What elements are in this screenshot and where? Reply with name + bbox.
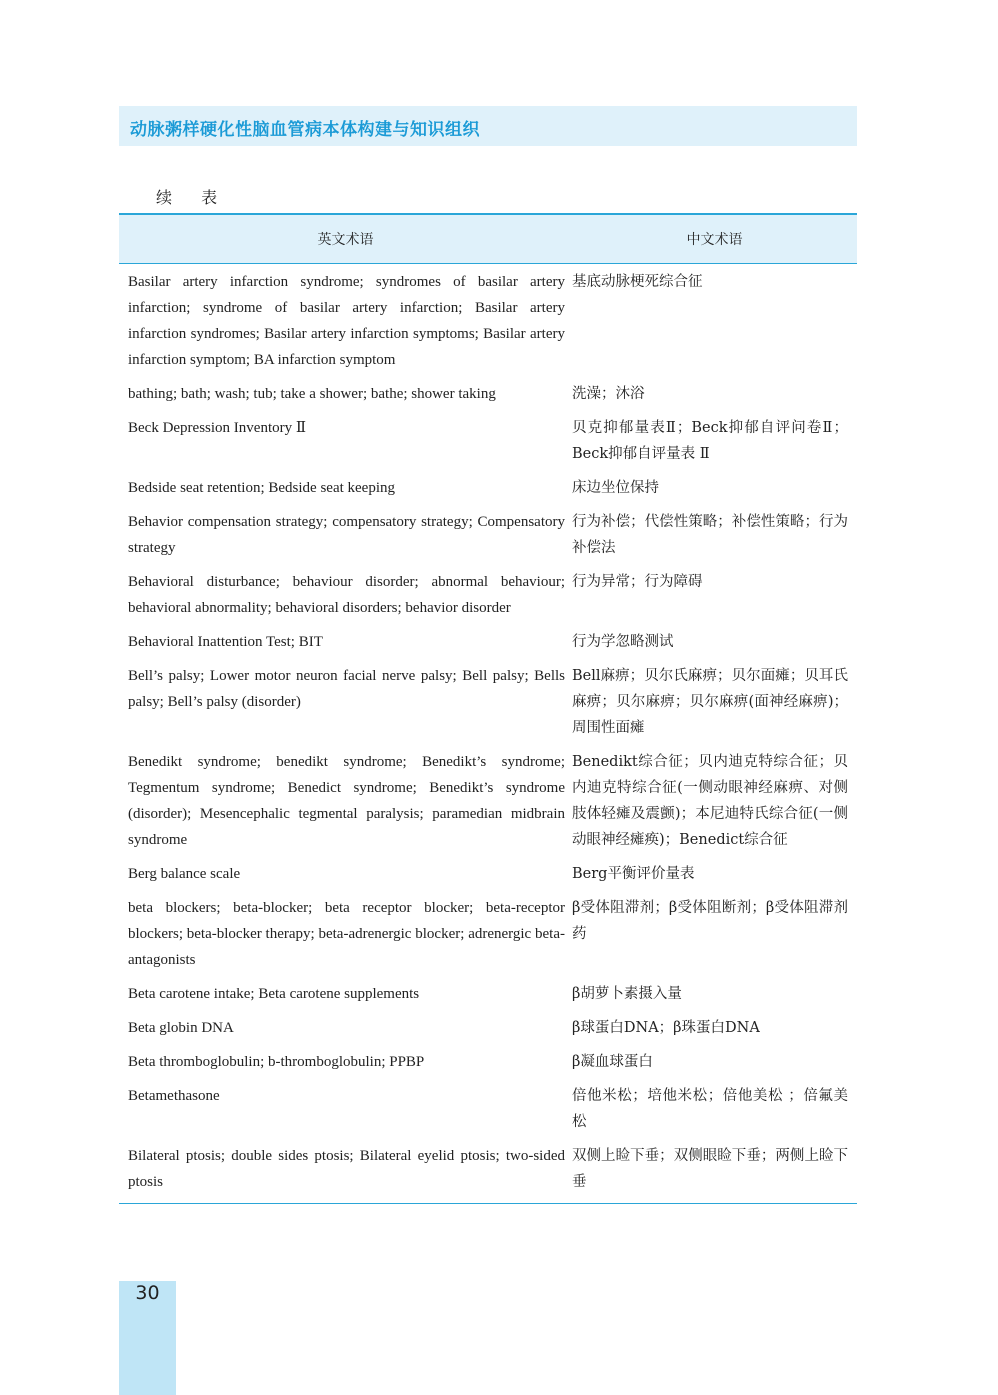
chinese-term-cell: 行为异常；行为障碍 — [572, 574, 703, 590]
terminology-table — [119, 213, 857, 1204]
english-term-cell: Basilar artery infarction syndrome; syndromes of basilar artery infarction; syndrome of basilar artery infarction; Basilar artery infarction syndromes; Basilar artery infarction symptoms; Basilar artery infarction symptom; BA infarction symptom — [128, 274, 565, 368]
table-row — [119, 629, 857, 663]
english-term-cell: Beta carotene intake; Beta carotene supplements — [128, 986, 420, 1002]
page-number: 30 — [135, 1282, 160, 1304]
table-body — [119, 264, 857, 1203]
english-term-cell: Berg balance scale — [128, 866, 241, 882]
english-term-cell: Bell’s palsy; Lower motor neuron facial nerve palsy; Bell palsy; Bells palsy; Bell’s palsy (disorder) — [128, 668, 565, 710]
english-term-cell: Behavioral Inattention Test; BIT — [128, 634, 323, 650]
chinese-term-cell: β球蛋白DNA；β珠蛋白DNA — [572, 1020, 760, 1036]
table-row — [119, 569, 857, 629]
english-term-cell: Behavior compensation strategy; compensatory strategy; Compensatory strategy — [128, 514, 565, 556]
table-row — [119, 269, 857, 381]
running-header — [119, 106, 857, 146]
table-row — [119, 415, 857, 475]
english-term-cell: Bilateral ptosis; double sides ptosis; Bilateral eyelid ptosis; two-sided ptosis — [128, 1148, 565, 1190]
chinese-term-cell: Benedikt综合征；贝内迪克特综合征；贝内迪克特综合征(一侧动眼神经麻痹、对侧肢体轻瘫及震颤)；本尼迪特氏综合征(一侧动眼神经瘫痪)；Benedict综合征 — [572, 754, 848, 848]
table-row — [119, 381, 857, 415]
chinese-term-cell: 双侧上睑下垂；双侧眼睑下垂；两侧上睑下垂 — [572, 1148, 848, 1190]
chinese-term-cell: 行为学忽略测试 — [572, 634, 674, 650]
chinese-term-cell: 贝克抑郁量表Ⅱ；Beck抑郁自评问卷Ⅱ；Beck抑郁自评量表 Ⅱ — [572, 420, 848, 462]
chinese-term-cell: β胡萝卜素摄入量 — [572, 986, 682, 1002]
chinese-term-cell: β受体阻滞剂；β受体阻断剂；β受体阻滞剂药 — [572, 900, 848, 942]
chinese-term-cell: Bell麻痹；贝尔氏麻痹；贝尔面瘫；贝耳氏麻痹；贝尔麻痹；贝尔麻痹(面神经麻痹)；周围性面瘫 — [572, 668, 848, 736]
english-term-cell: Beta globin DNA — [128, 1020, 234, 1036]
english-term-cell: Beta thromboglobulin; b-thromboglobulin; PPBP — [128, 1054, 425, 1070]
table-row — [119, 475, 857, 509]
english-term-cell: beta blockers; beta-blocker; beta receptor blocker; beta-receptor blockers; beta-blocker therapy; beta-adrenergic blocker; adrenergic beta-antagonists — [128, 900, 565, 968]
chinese-term-cell: 洗澡；沐浴 — [572, 386, 645, 402]
chinese-term-cell: 床边坐位保持 — [572, 480, 659, 496]
table-header — [119, 215, 857, 264]
table-row — [119, 981, 857, 1015]
english-term-cell: Behavioral disturbance; behaviour disorder; abnormal behaviour; behavioral abnormality; behavioral disorders; behavior disorder — [128, 574, 565, 616]
table-row — [119, 509, 857, 569]
table-row — [119, 1049, 857, 1083]
english-term-cell: Betamethasone — [128, 1088, 220, 1104]
table-row — [119, 1015, 857, 1049]
table-row — [119, 861, 857, 895]
page-number-tab — [119, 1281, 176, 1395]
english-term-cell: bathing; bath; wash; tub; take a shower; bathe; shower taking — [128, 386, 496, 402]
header-english-term: 英文术语 — [317, 232, 374, 248]
table-row — [119, 1083, 857, 1143]
chinese-term-cell: Berg平衡评价量表 — [572, 866, 695, 882]
header-chinese-term: 中文术语 — [686, 232, 743, 248]
table-row — [119, 1143, 857, 1203]
english-term-cell: Beck Depression Inventory Ⅱ — [128, 420, 307, 436]
english-term-cell: Bedside seat retention; Bedside seat keeping — [128, 480, 396, 496]
table-row — [119, 749, 857, 861]
book-title: 动脉粥样硬化性脑血管病本体构建与知识组织 — [130, 120, 480, 140]
table-row — [119, 663, 857, 749]
chinese-term-cell: 基底动脉梗死综合征 — [572, 274, 703, 290]
chinese-term-cell: 行为补偿；代偿性策略；补偿性策略；行为补偿法 — [572, 514, 848, 556]
table-row — [119, 895, 857, 981]
english-term-cell: Benedikt syndrome; benedikt syndrome; Benedikt’s syndrome; Tegmentum syndrome; Benedict syndrome; Benedikt’s syndrome (disorder); Mesencephalic tegmental paralysis; paramedian midbrain syndrome — [128, 754, 565, 848]
continued-label: 续 表 — [156, 188, 230, 207]
chinese-term-cell: β凝血球蛋白 — [572, 1054, 653, 1070]
chinese-term-cell: 倍他米松；培他米松；倍他美松 ；倍氟美松 — [572, 1088, 848, 1130]
